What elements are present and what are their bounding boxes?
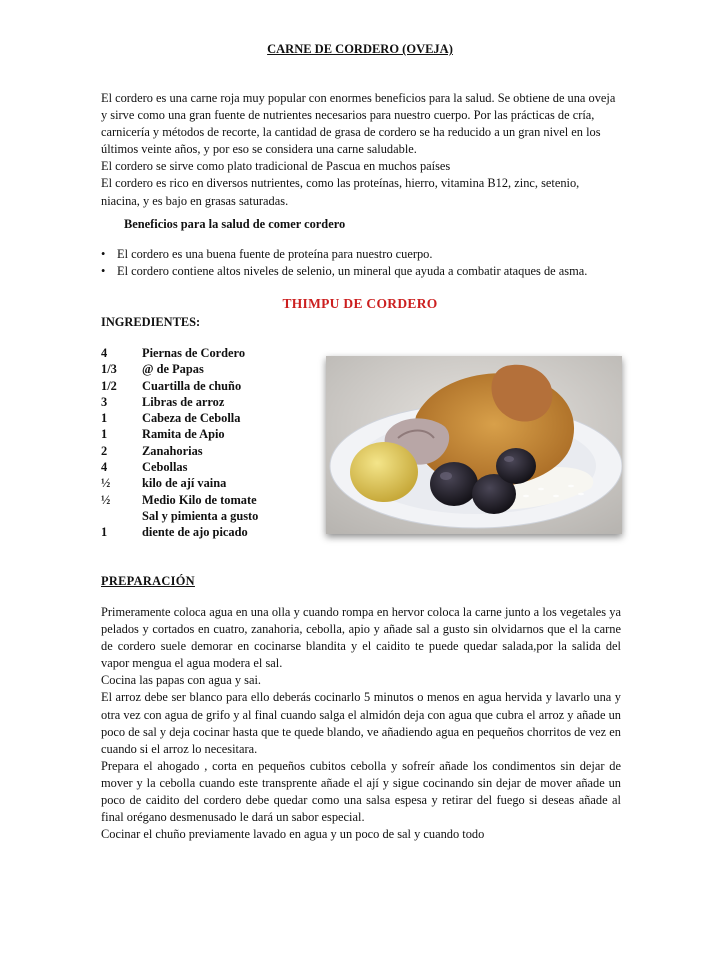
recipe-title: THIMPU DE CORDERO xyxy=(282,296,438,311)
document-title: CARNE DE CORDERO (OVEJA) xyxy=(267,42,453,56)
ingredient-qty: 1 xyxy=(101,427,108,442)
intro-paragraph: El cordero es una carne roja muy popular con enormes beneficios para la salud. Se obtiene de una oveja y sirve como una gran fuente de nutrientes necesarios para nuestro cuerpo. Por las prácticas de cría, carnicería y métodos de recorte, la cantidad de grasa de cordero se ha reducido a un gran nivel en los últimos veinte años, y por eso se considera una carne saludable. xyxy=(101,91,616,157)
ingredient-name: Piernas de Cordero xyxy=(142,346,246,360)
dish-photo xyxy=(326,356,622,534)
ingredient-name: Libras de arroz xyxy=(142,394,225,409)
ingredient-row xyxy=(101,345,258,361)
list-item: • El cordero contiene altos niveles de selenio, un mineral que ayuda a combatir ataques de asma. xyxy=(101,263,641,280)
preparation-paragraph: Cocinar el chuño previamente lavado en agua y un poco de sal y cuando todo xyxy=(101,827,485,842)
ingredient-row xyxy=(101,492,258,508)
ingredient-qty: 3 xyxy=(101,394,108,409)
preparation-heading: PREPARACIÓN xyxy=(101,574,195,588)
preparation-section xyxy=(101,604,621,843)
intro-paragraph: El cordero se sirve como plato tradicional de Pascua en muchos países xyxy=(101,159,451,174)
list-item: • El cordero es una buena fuente de proteína para nuestro cuerpo. xyxy=(101,246,641,263)
chuno-1 xyxy=(430,462,478,506)
ingredient-row xyxy=(101,475,258,491)
ingredient-name: Zanahorias xyxy=(142,443,203,458)
preparation-paragraph: Cocina las papas con agua y sai. xyxy=(101,673,261,688)
intro-section xyxy=(101,90,621,210)
ingredient-qty: 1/3 xyxy=(101,362,117,377)
intro-paragraph: El cordero es rico en diversos nutrientes, como las proteínas, hierro, vitamina B12, zinc, setenio, niacina, y es bajo en grasas saturadas. xyxy=(101,176,580,208)
ingredient-qty: ½ xyxy=(101,492,111,507)
ingredient-name: Ramita de Apio xyxy=(142,427,225,442)
ingredients-list xyxy=(101,345,258,541)
ingredient-name: Cabeza de Cebolla xyxy=(142,411,241,426)
ingredient-row xyxy=(101,508,258,524)
benefits-heading: Beneficios para la salud de comer cordero xyxy=(124,217,346,231)
ingredient-qty: ½ xyxy=(101,476,111,491)
ingredient-row xyxy=(101,459,258,475)
ingredient-qty: 2 xyxy=(101,443,108,458)
ingredient-qty: 1/2 xyxy=(101,378,117,393)
ingredient-row xyxy=(101,394,258,410)
ingredient-qty: 1 xyxy=(101,525,108,540)
chuno-3 xyxy=(496,448,536,484)
ingredient-name: Sal y pimienta a gusto xyxy=(142,508,259,523)
ingredient-row xyxy=(101,410,258,426)
ingredient-qty: 1 xyxy=(101,411,108,426)
potato xyxy=(350,442,418,502)
preparation-paragraph: Primeramente coloca agua en una olla y cuando rompa en hervor coloca la carne junto a los vegetales ya pelados y cortados en cuatro, zanahoria, cebolla, apio y añade sal a gusto sin olvidarnos que el la carne de cordero suele demorar en cocinarse blandita y el caidito te puede quedar salada,por la salida del vapor mengua el agua modera el sal. xyxy=(101,605,621,671)
ingredient-qty: 4 xyxy=(101,460,108,475)
ingredient-qty xyxy=(101,508,142,524)
ingredient-row xyxy=(101,361,258,377)
ingredient-qty: 4 xyxy=(101,346,108,360)
ingredient-name: diente de ajo picado xyxy=(142,525,248,540)
preparation-paragraph: Prepara el ahogado , corta en pequeños cubitos cebolla y sofreír añade los condimentos sin dejar de mover y la cebolla cuando este transprente añade el ají y sigue cocinando sin dejar de mover añade un poco de caidito del cordero debe quedar como una salsa espesa y retirar del fuego si deseas añade al final orégano desmenusado le dará un sabor especial. xyxy=(101,758,621,825)
ingredient-row xyxy=(101,443,258,459)
benefits-list xyxy=(101,246,641,280)
ingredient-name: kilo de ají vaina xyxy=(142,476,227,491)
ingredient-row xyxy=(101,426,258,442)
ingredient-name: @ de Papas xyxy=(142,362,204,377)
ingredient-name: Cebollas xyxy=(142,460,188,475)
preparation-paragraph: El arroz debe ser blanco para ello deberás cocinarlo 5 minutos o menos en agua hervida y lavarlo una y otra vez con agua de grifo y al final cuando salga el almidón deja con agua que cubra el arroz y añade un poco de sal y deja cocinar hasta que te quede blando, ve añadiendo agua en pequeños chorritos de vez en cuando si el arroz lo necesitara. xyxy=(101,690,621,756)
ingredient-name: Medio Kilo de tomate xyxy=(142,492,257,507)
ingredient-name: Cuartilla de chuño xyxy=(142,378,242,393)
ingredient-row xyxy=(101,378,258,394)
ingredient-row xyxy=(101,524,258,540)
dish-illustration xyxy=(326,356,622,534)
ingredients-heading: INGREDIENTES: xyxy=(101,315,201,329)
